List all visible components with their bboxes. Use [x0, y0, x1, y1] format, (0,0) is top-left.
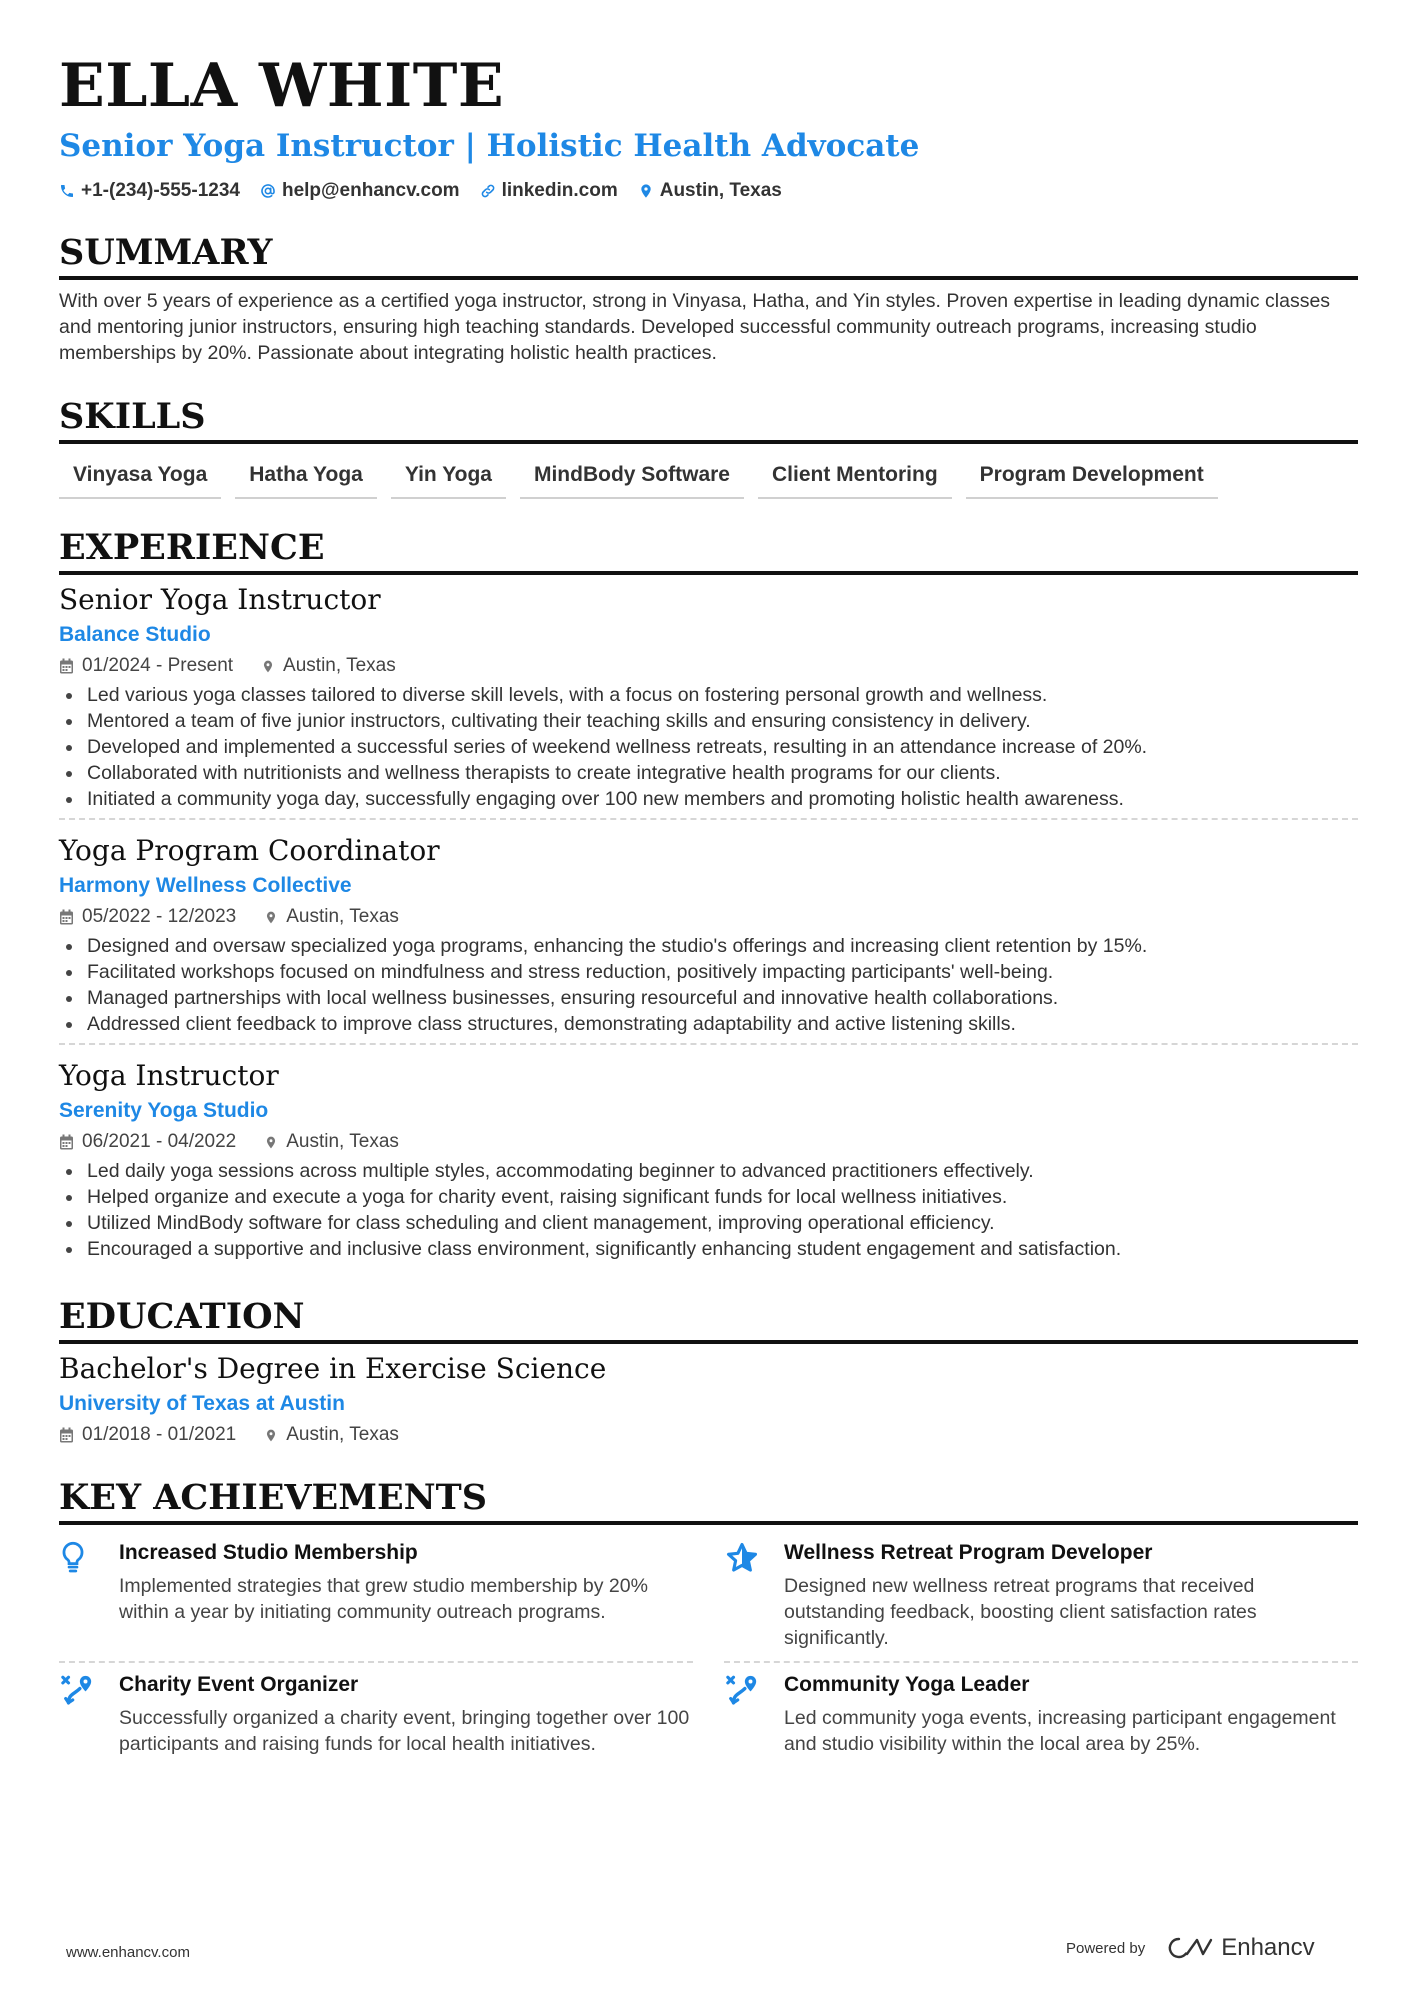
achievement-desc: Led community yoga events, increasing participant engagement and studio visibility within the local area by 25%. — [784, 1707, 1336, 1755]
job-bullets — [59, 1158, 1358, 1262]
lightbulb-icon — [59, 1539, 101, 1651]
job-entry — [59, 818, 1358, 1043]
achievement-title: Wellness Retreat Program Developer — [784, 1541, 1153, 1564]
job-bullet: Facilitated workshops focused on mindfulness and stress reduction, positively impacting participants' well-being. — [59, 959, 1358, 985]
job-company: Harmony Wellness Collective — [59, 874, 352, 897]
job-meta — [59, 654, 1358, 678]
job-company: Balance Studio — [59, 623, 211, 646]
job-bullets — [59, 933, 1358, 1037]
contact-location — [638, 180, 782, 202]
contact-email[interactable] — [260, 180, 460, 202]
job-location — [264, 1130, 399, 1154]
achievement-item — [59, 1663, 693, 1767]
job-dates — [59, 1130, 236, 1154]
achievement-title: Increased Studio Membership — [119, 1541, 418, 1564]
resume-content — [59, 46, 1358, 1767]
school-name: University of Texas at Austin — [59, 1392, 345, 1415]
job-dates — [59, 654, 233, 678]
achievement-desc: Successfully organized a charity event, bringing together over 100 participants and raising funds for local health initiatives. — [119, 1707, 690, 1755]
route-icon — [724, 1671, 766, 1757]
skill-tag: Client Mentoring — [758, 454, 952, 499]
calendar-icon — [59, 1134, 74, 1150]
achievement-body — [119, 1539, 693, 1651]
job-bullet: Managed partnerships with local wellness businesses, ensuring resourceful and innovative health collaborations. — [59, 985, 1358, 1011]
job-location-text: Austin, Texas — [286, 906, 399, 927]
contact-phone[interactable] — [59, 180, 240, 202]
achievement-body — [784, 1671, 1358, 1757]
contact-bar — [59, 180, 1358, 202]
link-icon — [480, 183, 496, 199]
achievement-title: Community Yoga Leader — [784, 1673, 1030, 1696]
job-dates-text: 01/2024 - Present — [82, 655, 234, 676]
email-text: help@enhancv.com — [281, 180, 460, 201]
summary-section — [59, 232, 1358, 366]
map-pin-icon — [264, 909, 278, 926]
job-location-text: Austin, Texas — [283, 655, 396, 676]
map-pin-icon — [638, 183, 654, 199]
job-entry — [59, 1043, 1358, 1268]
job-dates-text: 05/2022 - 12/2023 — [82, 906, 237, 927]
skill-tag: Hatha Yoga — [235, 454, 377, 499]
map-pin-icon — [264, 1134, 278, 1151]
achievements-title: KEY ACHIEVEMENTS — [59, 1477, 1358, 1525]
job-location-text: Austin, Texas — [286, 1131, 399, 1152]
education-location — [264, 1423, 399, 1447]
job-location — [264, 905, 399, 929]
linkedin-text: linkedin.com — [501, 180, 618, 201]
education-dates — [59, 1423, 236, 1447]
job-location — [261, 654, 396, 678]
job-dates-text: 06/2021 - 04/2022 — [82, 1131, 237, 1152]
job-bullets — [59, 682, 1358, 812]
achievement-title: Charity Event Organizer — [119, 1673, 359, 1696]
phone-icon — [59, 183, 75, 199]
enhancv-logo[interactable] — [1167, 1934, 1314, 1962]
achievements-section — [59, 1477, 1358, 1767]
experience-title: EXPERIENCE — [59, 527, 1358, 575]
job-bullet: Helped organize and execute a yoga for charity event, raising significant funds for local wellness initiatives. — [59, 1184, 1358, 1210]
education-dates-text: 01/2018 - 01/2021 — [82, 1424, 237, 1445]
at-icon — [260, 183, 276, 199]
job-title: Yoga Program Coordinator — [59, 834, 440, 867]
education-title: EDUCATION — [59, 1296, 1358, 1344]
achievement-item — [59, 1531, 693, 1663]
achievement-desc: Implemented strategies that grew studio membership by 20% within a year by initiating community outreach programs. — [119, 1575, 648, 1623]
location-text: Austin, Texas — [659, 180, 782, 201]
achievement-item — [724, 1663, 1358, 1767]
job-bullet: Mentored a team of five junior instructors, cultivating their teaching skills and ensuring consistency in delivery. — [59, 708, 1358, 734]
skills-title: SKILLS — [59, 396, 1358, 444]
job-entry — [59, 581, 1358, 818]
enhancv-logo-text: Enhancv — [1221, 1934, 1315, 1961]
skills-list — [59, 454, 1358, 499]
calendar-icon — [59, 658, 74, 674]
job-dates — [59, 905, 236, 929]
job-bullet: Initiated a community yoga day, successfully engaging over 100 new members and promoting holistic health awareness. — [59, 786, 1358, 812]
footer-branding — [1066, 1934, 1315, 1962]
job-bullet: Led daily yoga sessions across multiple styles, accommodating beginner to advanced practitioners effectively. — [59, 1158, 1358, 1184]
job-meta — [59, 1130, 1358, 1154]
job-bullet: Designed and oversaw specialized yoga programs, enhancing the studio's offerings and increasing client retention by 15%. — [59, 933, 1358, 959]
job-company: Serenity Yoga Studio — [59, 1099, 269, 1122]
achievement-item — [724, 1531, 1358, 1663]
education-section — [59, 1296, 1358, 1447]
job-bullet: Collaborated with nutritionists and wellness therapists to create integrative health programs for our clients. — [59, 760, 1358, 786]
calendar-icon — [59, 909, 74, 925]
skill-tag: MindBody Software — [520, 454, 744, 499]
degree-title: Bachelor's Degree in Exercise Science — [59, 1352, 607, 1385]
powered-by-label: Powered by — [1066, 1939, 1146, 1957]
summary-text: With over 5 years of experience as a certified yoga instructor, strong in Vinyasa, Hatha, and Yin styles. Proven expertise in leading dynamic classes and mentoring junior instructors, ensuring high teaching standards. Developed successful community outreach programs, increasing studio memberships by 20%. Passionate about integrating holistic health practices. — [59, 290, 1331, 364]
job-bullet: Encouraged a supportive and inclusive class environment, significantly enhancing student engagement and satisfaction. — [59, 1236, 1358, 1262]
enhancv-logo-icon — [1167, 1935, 1213, 1961]
summary-title: SUMMARY — [59, 232, 1358, 280]
star-icon — [724, 1539, 766, 1651]
job-meta — [59, 905, 1358, 929]
experience-section — [59, 527, 1358, 1268]
footer-website[interactable]: www.enhancv.com — [66, 1944, 190, 1961]
phone-text: +1-(234)-555-1234 — [81, 180, 240, 201]
job-bullet: Addressed client feedback to improve class structures, demonstrating adaptability and active listening skills. — [59, 1011, 1358, 1037]
map-pin-icon — [261, 658, 275, 675]
education-meta — [59, 1423, 1358, 1447]
candidate-name: ELLA WHITE — [59, 51, 505, 121]
achievement-body — [119, 1671, 693, 1757]
achievements-grid — [59, 1531, 1358, 1767]
contact-linkedin[interactable] — [480, 180, 618, 202]
job-title: Senior Yoga Instructor — [59, 583, 381, 616]
job-bullet: Utilized MindBody software for class scheduling and client management, improving operational efficiency. — [59, 1210, 1358, 1236]
skill-tag: Program Development — [966, 454, 1218, 499]
skills-section — [59, 396, 1358, 499]
job-title: Yoga Instructor — [59, 1059, 279, 1092]
job-bullet: Led various yoga classes tailored to diverse skill levels, with a focus on fostering personal growth and wellness. — [59, 682, 1358, 708]
candidate-headline: Senior Yoga Instructor | Holistic Health Advocate — [59, 128, 920, 164]
resume-header — [59, 46, 1358, 202]
route-icon — [59, 1671, 101, 1757]
achievement-body — [784, 1539, 1358, 1651]
skill-tag: Yin Yoga — [391, 454, 506, 499]
map-pin-icon — [264, 1427, 278, 1444]
calendar-icon — [59, 1427, 74, 1443]
achievement-desc: Designed new wellness retreat programs that received outstanding feedback, boosting client satisfaction rates significantly. — [784, 1575, 1257, 1649]
skill-tag: Vinyasa Yoga — [59, 454, 221, 499]
job-bullet: Developed and implemented a successful series of weekend wellness retreats, resulting in an attendance increase of 20%. — [59, 734, 1358, 760]
education-location-text: Austin, Texas — [286, 1424, 399, 1445]
